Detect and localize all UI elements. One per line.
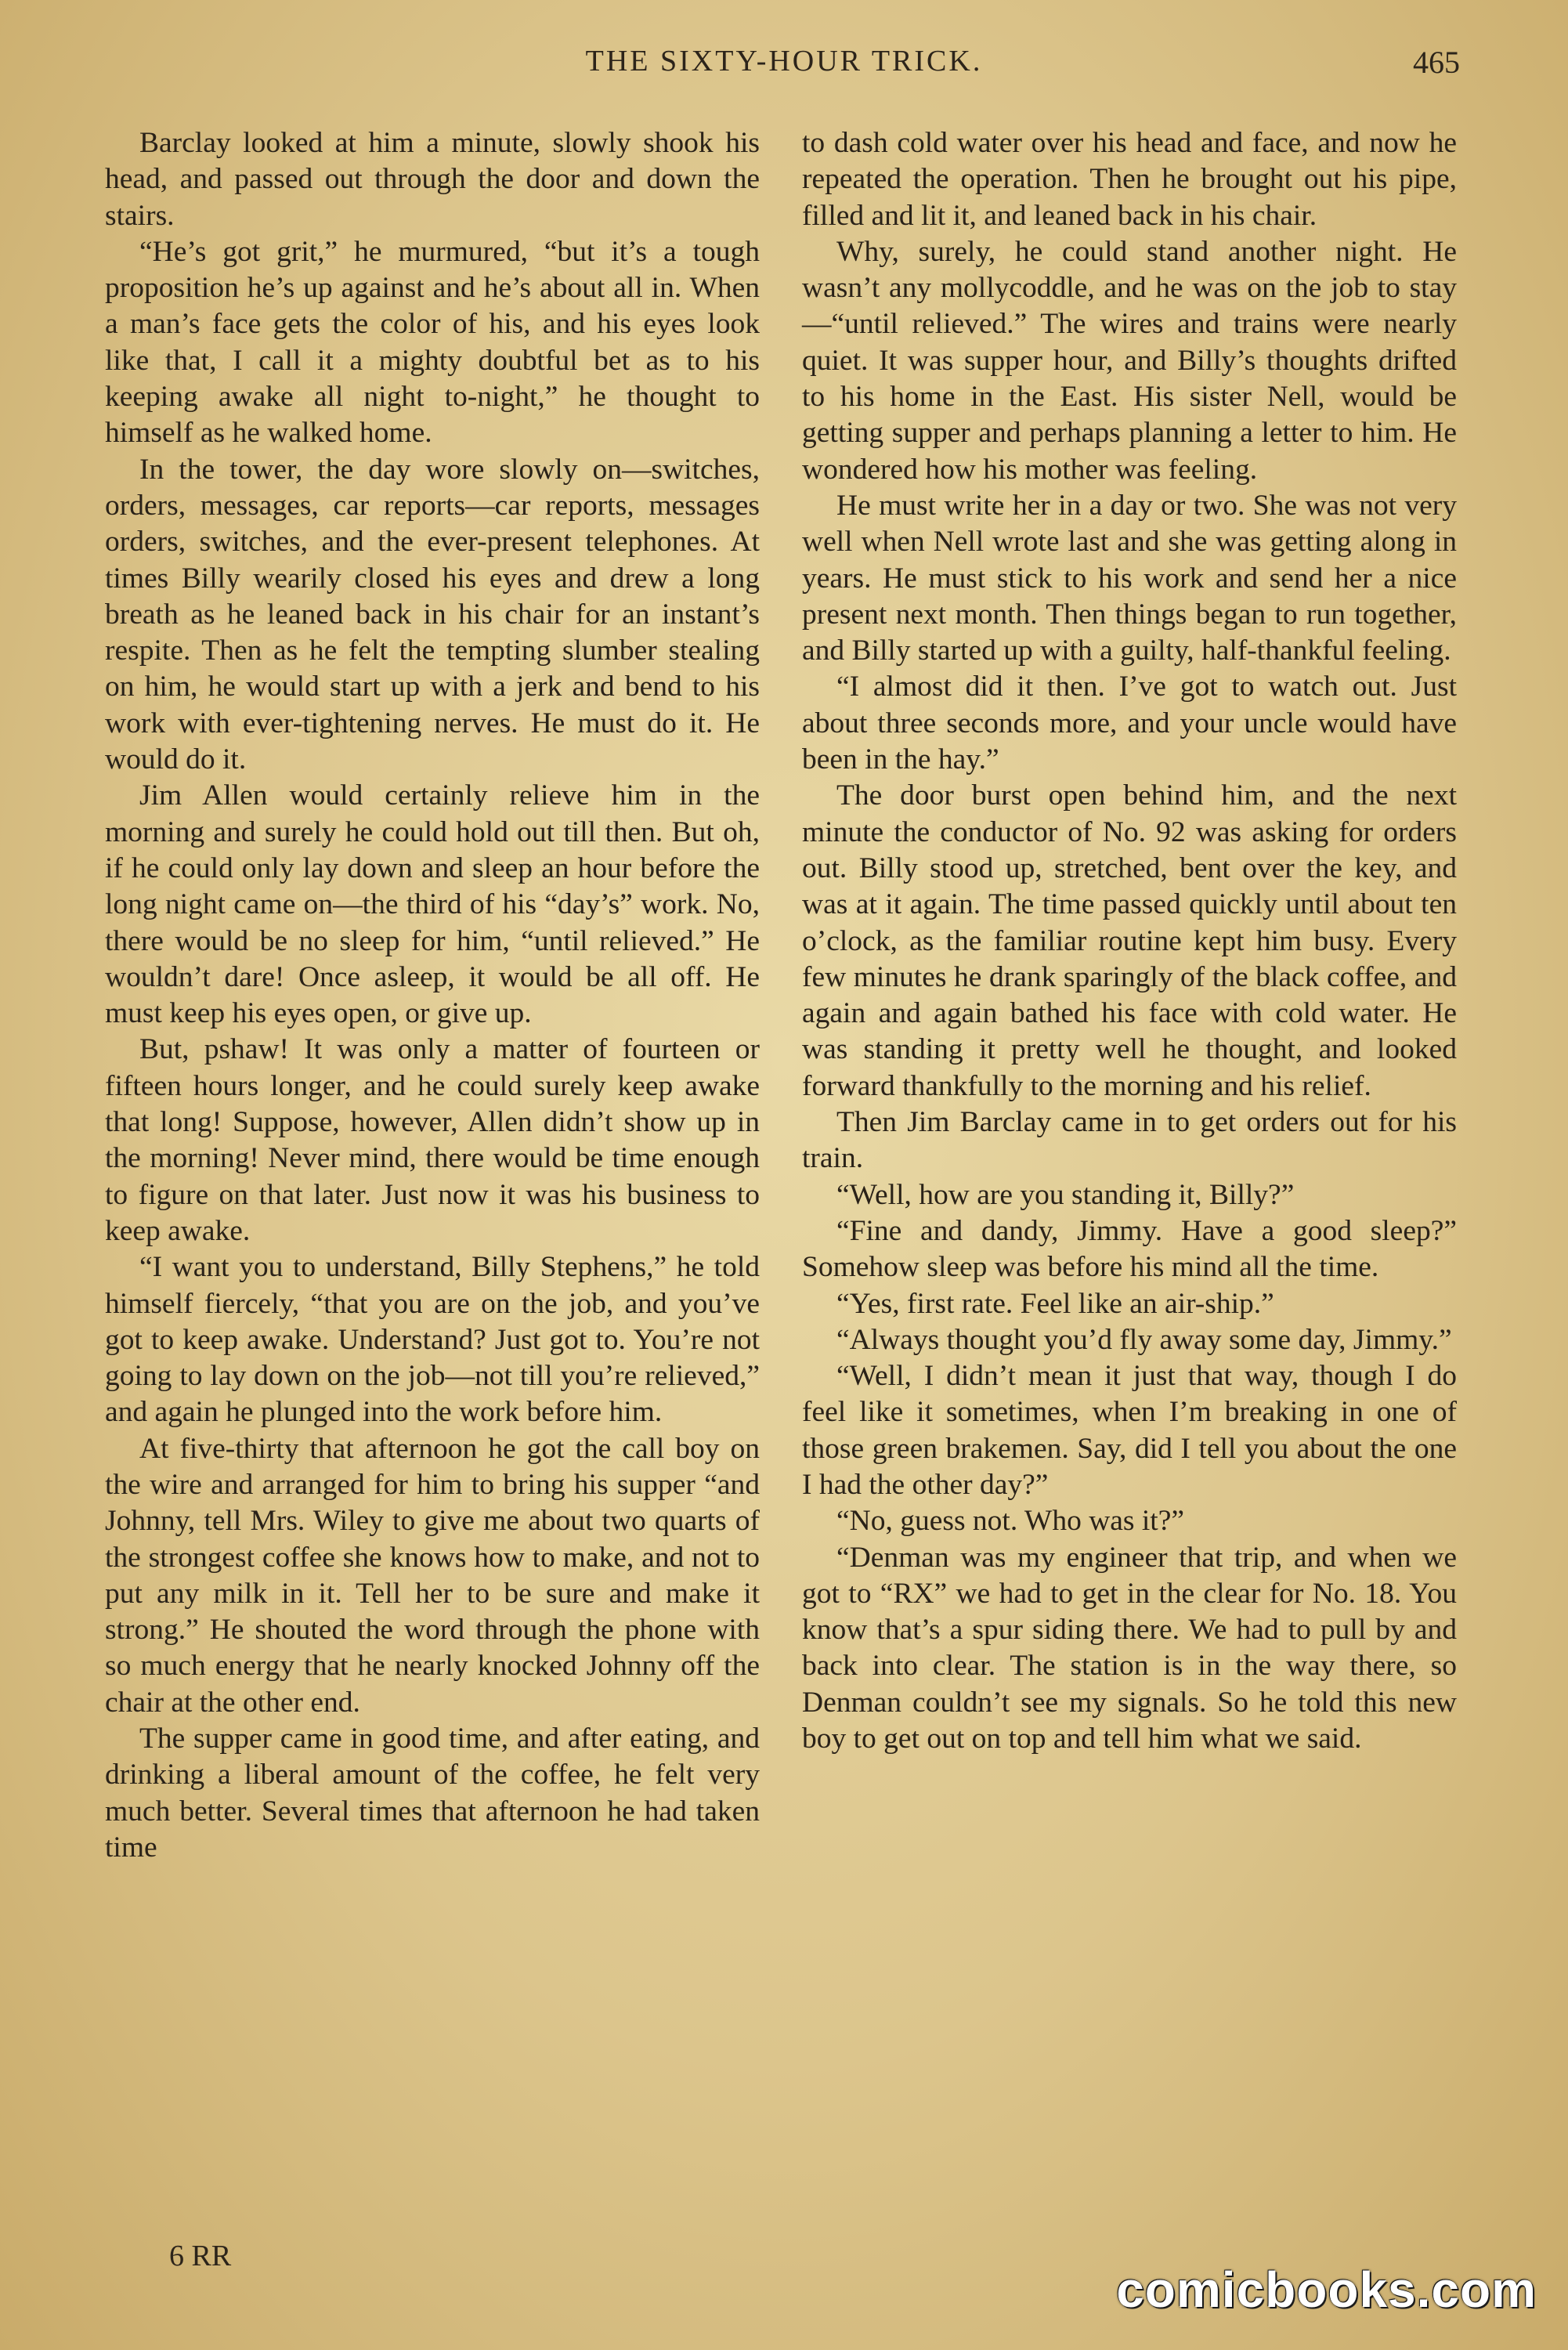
paragraph: to dash cold water over his head and face, and now he repeated the operation. Then he brought out his pipe, filled and lit it, and leaned back in his chair. — [802, 127, 1457, 232]
paragraph: “Fine and dandy, Jimmy. Have a good sleep?” Somehow sleep was before his mind all the time. — [802, 1214, 1457, 1284]
paragraph: “Always thought you’d fly away some day, Jimmy.” — [836, 1323, 1452, 1356]
paragraph: Then Jim Barclay came in to get orders out for his train. — [802, 1106, 1457, 1175]
right-column — [802, 125, 1457, 1757]
left-column — [105, 125, 760, 1866]
page-header — [0, 44, 1568, 91]
paragraph: “I want you to understand, Billy Stephens,” he told himself fiercely, “that you are on the job, and you’ve got to keep awake. Understand? Just got to. You’re not going to lay down on the job—not till you’re relieved,” and again he plunged into the work before him. — [105, 1251, 760, 1429]
watermark-logo: comicbooks.com — [1116, 2261, 1537, 2318]
paragraph: “I almost did it then. I’ve got to watch out. Just about three seconds more, and your uncle would have been in the hay.” — [802, 671, 1457, 776]
paragraph: He must write her in a day or two. She was not very well when Nell wrote last and she was getting along in years. He must stick to his work and send her a nice present next month. Then things began to run together, and Billy started up with a guilty, half-thankful feeling. — [802, 489, 1457, 667]
paragraph: Why, surely, he could stand another night. He wasn’t any mollycoddle, and he was on the job to stay—“until relieved.” The wires and trains were nearly quiet. It was supper hour, and Billy’s thoughts drifted to his home in the East. His sister Nell, would be getting supper and perhaps planning a letter to him. He wondered how his mother was feeling. — [802, 235, 1457, 486]
paragraph: At five-thirty that afternoon he got the call boy on the wire and arranged for him to bring his supper “and Johnny, tell Mrs. Wiley to give me about two quarts of the strongest coffee she knows how to make, and not to put any milk in it. Tell her to be sure and make it strong.” He shouted the word through the phone with so much energy that he nearly knocked Johnny off the chair at the other end. — [105, 1432, 760, 1719]
paragraph: But, pshaw! It was only a matter of fourteen or fifteen hours longer, and he could surely keep awake that long! Suppose, however, Allen didn’t show up in the morning! Never mind, there would be time enough to figure on that later. Just now it was his business to keep awake. — [105, 1033, 760, 1247]
signature-mark: 6 RR — [169, 2240, 232, 2272]
paragraph: The supper came in good time, and after eating, and drinking a liberal amount of the coffee, he felt very much better. Several times that afternoon he had taken time — [105, 1723, 760, 1864]
running-title: THE SIXTY-HOUR TRICK. — [585, 45, 983, 78]
paragraph: Barclay looked at him a minute, slowly shook his head, and passed out through the door and down the stairs. — [105, 127, 760, 232]
paragraph: “Well, how are you standing it, Billy?” — [836, 1178, 1295, 1211]
paragraph: “He’s got grit,” he murmured, “but it’s a tough proposition he’s up against and he’s about all in. When a man’s face gets the color of his, and his eyes look like that, I call it a mighty doubtful bet as to his keeping awake all night to-night,” he thought to himself as he walked home. — [105, 235, 760, 450]
paragraph: Jim Allen would certainly relieve him in the morning and surely he could hold out till then. But oh, if he could only lay down and sleep an hour before the long night came on—the third of his “day’s” work. No, there would be no sleep for him, “until relieved.” He wouldn’t dare! Once asleep, it would be all off. He must keep his eyes open, or give up. — [105, 779, 760, 1030]
paragraph: In the tower, the day wore slowly on—switches, orders, messages, car reports—car reports, messages orders, switches, and the ever-present telephones. At times Billy wearily closed his eyes and drew a long breath as he leaned back in his chair for an instant’s respite. Then as he felt the tempting slumber stealing on him, he would start up with a jerk and bend to his work with ever-tightening nerves. He must do it. He would do it. — [105, 453, 760, 776]
paragraph: “Well, I didn’t mean it just that way, though I do feel like it sometimes, when I’m breaking in one of those green brakemen. Say, did I tell you about the one I had the other day?” — [802, 1360, 1457, 1501]
paragraph: The door burst open behind him, and the next minute the conductor of No. 92 was asking for orders out. Billy stood up, stretched, bent over the key, and was at it again. The time passed quickly until about ten o’clock, as the familiar routine kept him busy. Every few minutes he drank sparingly of the black coffee, and again and again bathed his face with cold water. He was standing it pretty well he thought, and looked forward thankfully to the morning and his relief. — [802, 779, 1457, 1102]
paragraph: “No, guess not. Who was it?” — [836, 1505, 1185, 1538]
paragraph: “Yes, first rate. Feel like an air-ship.” — [836, 1287, 1274, 1320]
page-number: 465 — [1413, 45, 1460, 80]
paragraph: “Denman was my engineer that trip, and when we got to “RX” we had to get in the clear for No. 18. You know that’s a spur siding there. We had to pull by and back into clear. The station is in the way there, so Denman couldn’t see my signals. So he told this new boy to get out on top and tell him what we said. — [802, 1541, 1457, 1755]
